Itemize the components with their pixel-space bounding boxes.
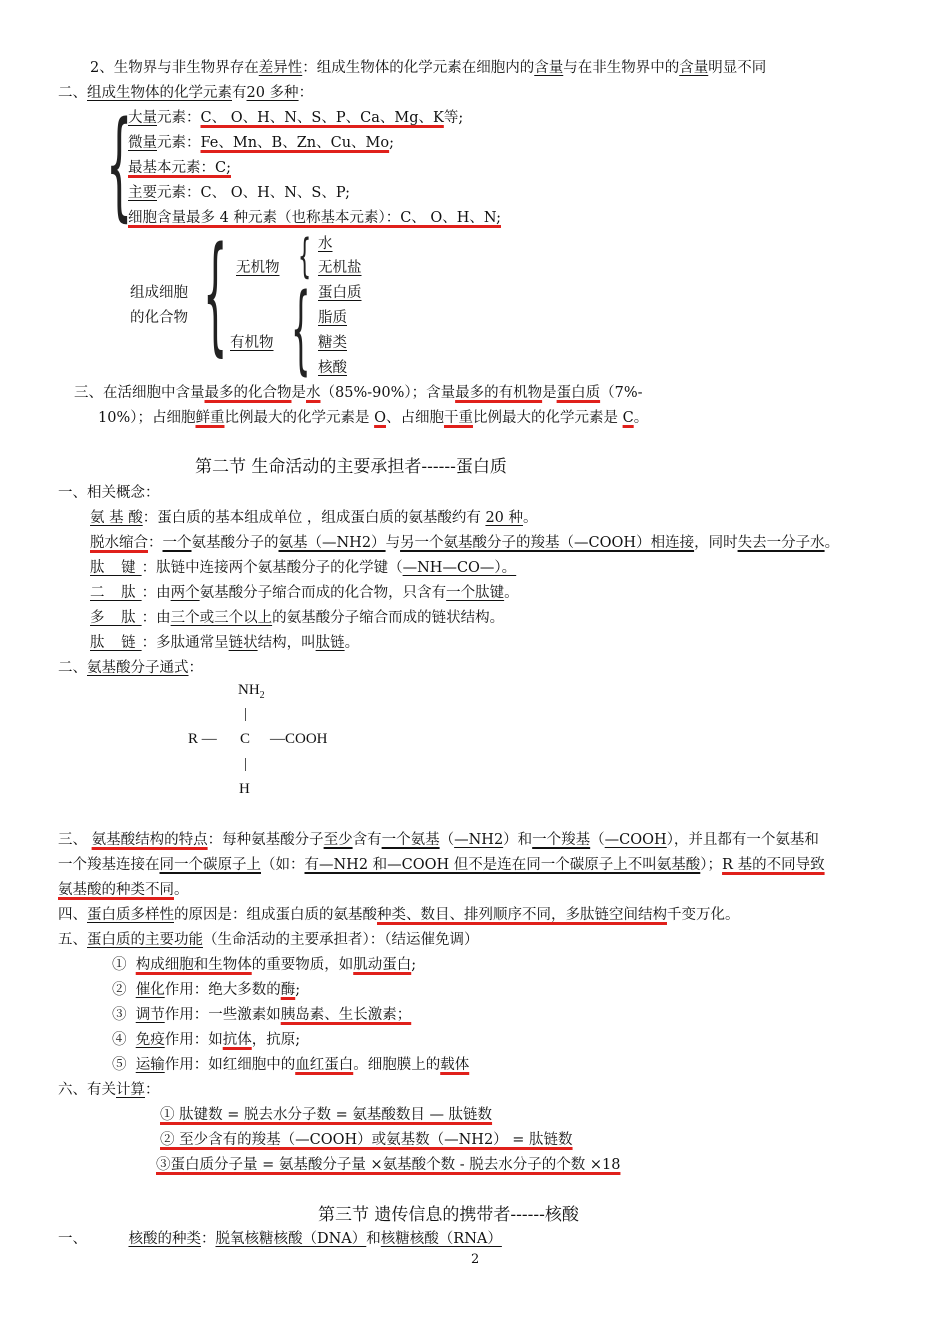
- text: （生命活动的主要承担者）：（结运催免调）: [203, 932, 479, 948]
- underlined-text: —COOH: [604, 832, 667, 848]
- underlined-text: ① 肽键数 = 脱去水分子数 = 氨基酸数目 — 肽链数: [160, 1107, 493, 1123]
- organic-label: [230, 333, 274, 353]
- underlined-text: R 基的不同导致: [722, 857, 825, 873]
- text: ：多肽通常呈: [141, 635, 229, 651]
- underlined-text: 一个氨基: [381, 832, 440, 848]
- inorganic-salt: [318, 258, 362, 278]
- underlined-text: 运输: [135, 1057, 165, 1073]
- compounds-root-2: 的化合物: [130, 310, 188, 326]
- text: 有: [232, 85, 247, 101]
- element-row-basic: [128, 158, 231, 178]
- text: ：: [188, 660, 203, 676]
- text: ），并且都有一个氨基和: [666, 832, 819, 848]
- heading-calculations: [58, 1080, 160, 1100]
- calc-formula-1: [160, 1105, 492, 1125]
- text: ）和: [503, 832, 533, 848]
- underlined-text: 细胞含量最多 4 种元素（也称基本元素）：C、 O、H、N;: [128, 210, 501, 226]
- calc-formula-3: [156, 1155, 620, 1175]
- text: 大量: [128, 110, 157, 126]
- underlined-text: 至少: [323, 832, 353, 848]
- text: 氨基酸分子的: [191, 535, 279, 551]
- text: ）；: [700, 857, 723, 873]
- text: 元素：: [157, 110, 201, 126]
- text: 一、: [58, 1231, 87, 1247]
- underlined-text: 最基本元素：: [128, 160, 215, 176]
- formula-bond-top: |: [244, 706, 248, 722]
- text: 。细胞膜上的: [353, 1057, 441, 1073]
- formula-bond-bottom: |: [244, 756, 248, 772]
- text: ：由: [141, 610, 171, 626]
- concept-polypeptide: [90, 608, 504, 628]
- underlined-text: 肌动蛋白: [353, 957, 412, 973]
- underlined-text: 蛋白质的主要功能: [87, 932, 203, 948]
- term: 氨 基 酸: [90, 510, 143, 526]
- text: 主要: [128, 185, 157, 201]
- text: 作用：如: [164, 1032, 223, 1048]
- compounds-root: 组成细胞: [130, 285, 188, 301]
- inorganic-water: [318, 234, 333, 254]
- underlined-text: 氨基酸结构的特点: [91, 832, 208, 848]
- function-item-3: [112, 1005, 411, 1025]
- text: 氨基酸分子缩合而成的化合物，只含有: [199, 585, 447, 601]
- underlined-text: 催化: [135, 982, 165, 998]
- text: 元素：C、 O、H、N、S、P;: [157, 185, 350, 201]
- underlined-text: 构成细胞和生物体: [135, 957, 252, 973]
- text: （7%-: [600, 385, 643, 401]
- paragraph-diversity: [58, 905, 740, 925]
- paragraph-most-content-2: [98, 408, 648, 428]
- section-title-protein: 第二节 生命活动的主要承担者------蛋白质: [195, 457, 507, 477]
- underlined-text: 核酸的种类: [128, 1231, 201, 1247]
- text: 比例最大的化学元素是: [472, 410, 623, 426]
- term: 肽 键: [90, 560, 142, 576]
- underlined-text: 血红蛋白: [295, 1057, 354, 1073]
- organic-lipid: [318, 308, 347, 328]
- paragraph-difference: [90, 58, 766, 78]
- text: ②: [112, 982, 127, 998]
- concept-peptide-chain: [90, 633, 359, 653]
- underlined-text: 酶: [280, 982, 296, 998]
- concept-dehydration: [90, 533, 839, 553]
- text: （: [590, 832, 605, 848]
- underlined-text: C;: [215, 160, 231, 176]
- text: 含有: [352, 832, 382, 848]
- heading-elements: [58, 83, 313, 103]
- underlined-text: 无机物: [236, 260, 280, 276]
- term: 脱水缩合: [90, 535, 148, 551]
- text: ：组成生物体的化学元素在细胞内的: [302, 60, 535, 76]
- text: 。: [174, 882, 189, 898]
- underlined-text: 最多的有机物: [455, 385, 543, 401]
- text: 与在非生物界中的: [563, 60, 680, 76]
- text: 五、: [58, 932, 87, 948]
- text: 比例最大的化学元素是: [224, 410, 375, 426]
- text: 六、有关: [58, 1082, 116, 1098]
- text: ④: [112, 1032, 127, 1048]
- underlined-text: 氨基酸分子通式: [87, 660, 189, 676]
- text: 等;: [443, 110, 464, 126]
- underlined-text: 脱氧核糖核酸（DNA）: [215, 1231, 367, 1247]
- organic-nucleic: [318, 358, 347, 378]
- underlined-text: ③蛋白质分子量 = 氨基酸分子量 ×氨基酸个数 - 脱去水分子的个数 ×18: [156, 1157, 621, 1173]
- element-row-most: [128, 208, 501, 228]
- organic-sugar: [318, 333, 347, 353]
- text: 10%）；占细胞: [98, 410, 196, 426]
- underlined-text: 胰岛素、生长激素；: [280, 1007, 412, 1023]
- underlined-text: 无机盐: [318, 260, 362, 276]
- text: ;: [389, 135, 395, 151]
- text: 一个羧基连接在: [58, 857, 160, 873]
- underlined-text: 抗体: [222, 1032, 252, 1048]
- underlined-text: 最多的化合物: [204, 385, 292, 401]
- inorganic-label: [236, 258, 280, 278]
- underlined-text: 蛋白质: [318, 285, 362, 301]
- paragraph-features-3: [58, 880, 189, 900]
- subscript: 2: [259, 690, 265, 701]
- text: （: [439, 832, 455, 848]
- text: 千变万化。: [667, 907, 740, 923]
- text: ③: [112, 1007, 127, 1023]
- underlined-text: 另一个氨基酸分子的羧基（—COOH）相连接: [400, 535, 695, 551]
- text: 二、: [58, 660, 87, 676]
- text: ，同时: [694, 535, 738, 551]
- formula-carbon: C: [240, 731, 251, 747]
- underlined-text: 一个肽键: [446, 585, 505, 601]
- text: 。: [344, 635, 360, 651]
- text: 作用：一些激素如: [164, 1007, 281, 1023]
- underlined-text: ② 至少含有的羧基（—COOH）或氨基数（—NH2） = 肽链数: [160, 1132, 573, 1148]
- underlined-text: C、 O、H、N、S、P、Ca、Mg、K: [200, 110, 444, 126]
- paragraph-features-2: [58, 855, 825, 875]
- underlined-text: 免疫: [135, 1032, 165, 1048]
- underlined-text: —NH—CO—）。: [402, 560, 517, 576]
- text: 作用：绝大多数的: [164, 982, 281, 998]
- underlined-text: 脂质: [318, 310, 347, 326]
- underlined-text: 蛋白质多样性: [87, 907, 174, 923]
- text: 明显不同: [708, 60, 767, 76]
- text: 2、生物界与非生物界存在: [90, 60, 259, 76]
- concept-amino-acid: [90, 508, 538, 528]
- text: ：肽链中连接两个氨基酸分子的化学键（: [141, 560, 403, 576]
- underlined-text: 蛋白质: [556, 385, 601, 401]
- underlined-text: 核酸: [318, 360, 347, 376]
- function-item-4: [112, 1030, 300, 1050]
- concept-peptide-bond: [90, 558, 516, 578]
- underlined-text: 种类、数目、排列顺序不同: [377, 907, 551, 923]
- underlined-text: 氨基（—NH2）: [278, 535, 386, 551]
- underlined-text: 三个或三个以上: [170, 610, 273, 626]
- underlined-text: 含量: [534, 60, 564, 76]
- formula-nh2: [238, 682, 265, 701]
- text: 与: [385, 535, 401, 551]
- text: ：: [200, 1231, 216, 1247]
- organic-protein: [318, 283, 362, 303]
- text: 。: [523, 510, 538, 526]
- text: 作用：如红细胞中的: [164, 1057, 296, 1073]
- underlined-text: 糖类: [318, 335, 347, 351]
- underlined-text: 同一个碳原子上: [159, 857, 261, 873]
- function-item-1: [112, 955, 416, 975]
- text: 微量: [128, 135, 157, 151]
- underlined-text: 一个: [162, 535, 192, 551]
- underlined-text: Fe、Mn、B、Zn、Cu、Mo: [200, 135, 390, 151]
- text: 三、在活细胞中含量: [74, 385, 205, 401]
- underlined-text: 20 多种: [246, 85, 299, 101]
- text: 二、: [58, 85, 87, 101]
- underlined-text: 调节: [135, 1007, 165, 1023]
- underlined-text: 有—NH2 和—COOH 但不是连在同一个碳原子上不叫氨基酸: [304, 857, 701, 873]
- function-item-2: [112, 980, 300, 1000]
- term: 多 肽: [90, 610, 142, 626]
- page-number: 2: [471, 1252, 480, 1267]
- text: 四、: [58, 907, 87, 923]
- brace-inorganic: {: [298, 229, 312, 283]
- underlined-text: 鲜重: [195, 410, 225, 426]
- text: ①: [112, 957, 127, 973]
- underlined-text: 组成生物体的化学元素: [87, 85, 232, 101]
- text: ：: [298, 85, 314, 101]
- text: 元素：: [157, 135, 201, 151]
- underlined-text: 失去一分子水: [737, 535, 825, 551]
- element-row-major: [128, 108, 463, 128]
- underlined-text: 一个羧基: [532, 832, 591, 848]
- heading-formula: [58, 658, 203, 678]
- text: （如：: [261, 857, 305, 873]
- brace-organic: {: [291, 273, 311, 385]
- text: NH: [238, 682, 260, 698]
- section-title-nucleic-acid: 第三节 遗传信息的携带者------核酸: [318, 1205, 579, 1225]
- text: 的原因是：组成蛋白质的氨基酸: [174, 907, 377, 923]
- formula-hydrogen: H: [239, 781, 250, 797]
- paragraph-most-content: [74, 383, 643, 403]
- underlined-text: —NH2: [454, 832, 504, 848]
- underlined-text: 水: [318, 236, 333, 252]
- text: 。: [504, 585, 519, 601]
- text: 的重要物质，如: [251, 957, 354, 973]
- paragraph-features: [58, 830, 819, 850]
- brace-elements: {: [106, 95, 133, 233]
- text: ：: [145, 1082, 160, 1098]
- paragraph-nucleic-types: [58, 1229, 502, 1249]
- underlined-text: C: [622, 410, 634, 426]
- underlined-text: 肽链: [315, 635, 345, 651]
- formula-cooh: —COOH: [270, 731, 328, 747]
- text: ⑤: [112, 1057, 127, 1073]
- term: 二 肽: [90, 585, 142, 601]
- concept-dipeptide: [90, 583, 519, 603]
- underlined-text: 载体: [440, 1057, 470, 1073]
- text: ：蛋白质的基本组成单位 ，组成蛋白质的氨基酸约有: [142, 510, 486, 526]
- text: ：每种氨基酸分子: [207, 832, 324, 848]
- heading-functions: [58, 930, 479, 950]
- text: 和: [366, 1231, 381, 1247]
- underlined-text: 核糖核酸（RNA）: [380, 1231, 502, 1247]
- underlined-text: 两个: [170, 585, 200, 601]
- text: ;: [295, 982, 301, 998]
- underlined-text: 水: [306, 385, 321, 401]
- text: ，抗原;: [251, 1032, 301, 1048]
- element-row-main: [128, 183, 350, 203]
- element-row-trace: [128, 133, 394, 153]
- underlined-text: ，: [551, 907, 566, 923]
- text: 。: [824, 535, 840, 551]
- text: 三、: [58, 832, 92, 848]
- text: ：: [148, 535, 163, 551]
- text: 是: [542, 385, 557, 401]
- underlined-text: 20 种: [485, 510, 523, 526]
- underlined-text: 差异性: [258, 60, 303, 76]
- underlined-text: 含量: [679, 60, 709, 76]
- text: ：由: [141, 585, 171, 601]
- text: 是: [291, 385, 306, 401]
- underlined-text: 链状: [228, 635, 258, 651]
- underlined-text: 干重: [443, 410, 473, 426]
- text: 结构，叫: [257, 635, 316, 651]
- formula-r: R —: [188, 731, 217, 747]
- underlined-text: 计算: [116, 1082, 145, 1098]
- underlined-text: 氨基酸的种类不同: [58, 882, 174, 898]
- calc-formula-2: [160, 1130, 573, 1150]
- text: 、占细胞: [385, 410, 444, 426]
- term: 肽 链: [90, 635, 142, 651]
- brace-compounds: {: [203, 220, 228, 369]
- underlined-text: 有机物: [230, 335, 274, 351]
- text: （85%-90%）；含量: [320, 385, 456, 401]
- text: 。: [633, 410, 649, 426]
- function-item-5: [112, 1055, 469, 1075]
- underlined-text: 多肽链空间结构: [565, 907, 667, 923]
- text: ;: [411, 957, 417, 973]
- heading-concepts: 一、相关概念：: [58, 485, 160, 501]
- underlined-text: O: [374, 410, 386, 426]
- text: 的氨基酸分子缩合而成的链状结构。: [272, 610, 505, 626]
